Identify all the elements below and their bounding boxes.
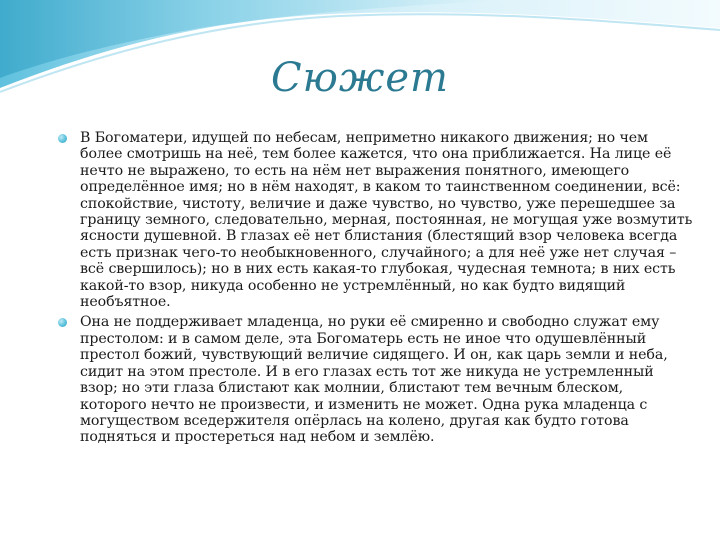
list-item — [58, 314, 694, 445]
bullet-list — [58, 130, 694, 446]
bullet-text: Она не поддерживает младенца, но руки её смиренно и свободно служат ему престолом: и в самом деле, эта Богоматерь есть не иное что одушевлённый престол божий, чувствующий величие сидящего. И он, как царь земли и неба, сидит на этом престоле. И в его глазах есть тот же никуда не устремленный взор; но эти глаза блистают как молнии, блистают тем вечным блеском, которого нечто не произвести, и изменить не может. Одна рука младенца с могуществом вседержителя опёрлась на колено, другая как будто готова подняться и простереться над небом и землёю. — [80, 314, 668, 446]
list-item — [58, 130, 694, 310]
slide-title: Сюжет — [271, 55, 449, 101]
bullet-icon — [58, 134, 67, 143]
bullet-text: В Богоматери, идущей по небесам, неприметно никакого движения; но чем более смотришь на неё, тем более кажется, что она приближается. На лице её нечто не выражено, то есть на нём нет выражения понятного, имеющего определённое имя; но в нём находят, в каком то таинственном соединении, всё: спокойствие, чистоту, величие и даже чувство, но чувство, уже перешедшее за границу земного, следовательно, мерная, постоянная, не могущая уже возмутить ясности душевной. В глазах её нет блистания (блестящий взор человека всегда есть признак чего-то необыкновенного, случайного; а для неё уже нет случая – всё свершилось); но в них есть какая-то глубокая, чудесная темнота; в них есть какой-то взор, никуда особенно не устремлённый, но как будто видящий необъятное. — [80, 130, 693, 311]
bullet-icon — [58, 318, 67, 327]
